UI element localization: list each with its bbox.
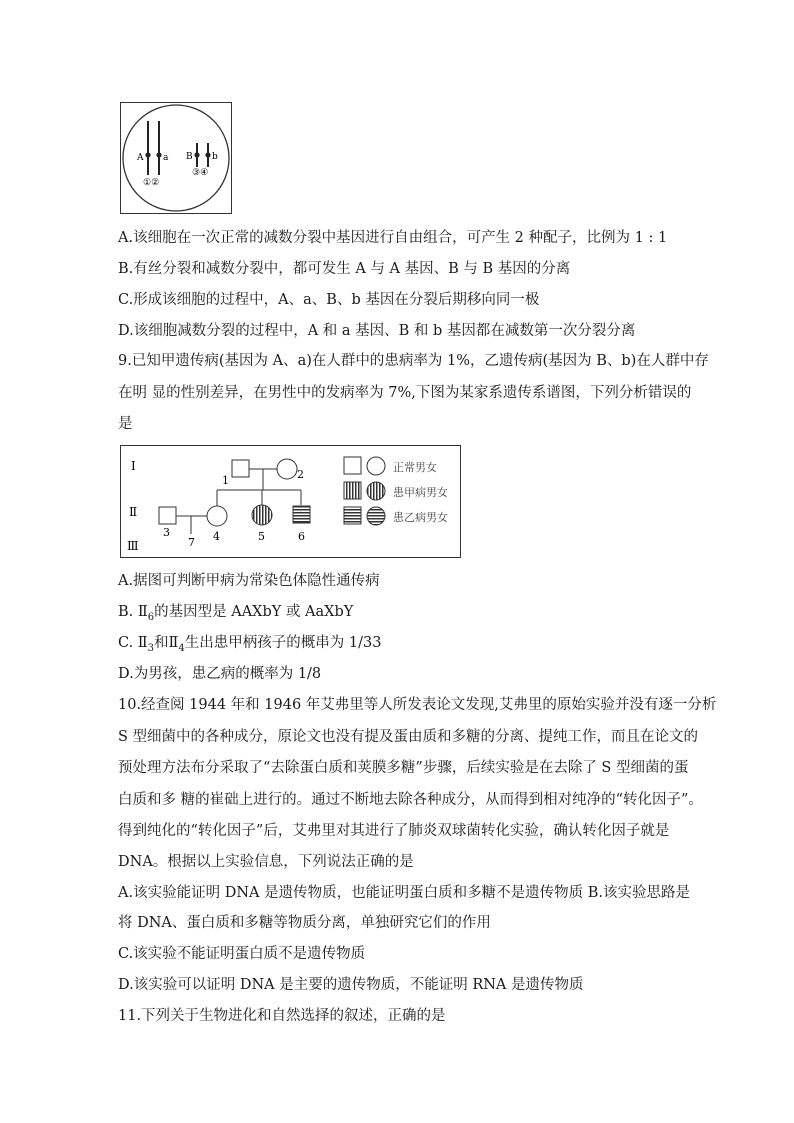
legend-normal-female [367, 457, 385, 475]
q9-option-a: A.据图可判断甲病为常染色体隐性通传病 [118, 573, 380, 589]
label-a: a [163, 153, 169, 163]
q9-stem-line-1: 9.已知甲遗传病(基因为 A、a)在人群中的患病率为 1%，乙遗传病(基因为 B、b)在人群中存 [118, 353, 709, 369]
q9-option-d: D.为男孩，患乙病的概率为 1/8 [118, 666, 322, 682]
q8-option-c: C.形成该细胞的过程中，A、a、B、b 基因在分裂后期移向同一极 [118, 292, 540, 308]
individual-1-normal-male [232, 460, 249, 477]
cell-diagram [120, 102, 232, 214]
label-b: b [212, 152, 218, 162]
label-B: B [186, 152, 193, 162]
legend-a-male [344, 482, 361, 499]
legend-a-label: 患甲病男女 [393, 486, 448, 499]
generation-II: Ⅱ [129, 505, 138, 519]
q11-stem: 11.下列关于生物进化和自然选择的叙述，正确的是 [118, 1008, 446, 1024]
individual-4-normal-female [207, 506, 227, 526]
q10-stem-line-3: 预处理方法布分采取了“去除蛋白质和荚膜多糖”步骤，后续实验是在去除了 S 型细菌的蛋 [118, 760, 689, 776]
legend-b-male [344, 507, 361, 524]
generation-I: Ⅰ [131, 459, 136, 473]
id-3: 3 [163, 526, 170, 539]
id-5: 5 [258, 530, 265, 543]
q9-option-b: B. $Ⅱ_6$的基因型是 AAXbY 或 AaXbY [118, 604, 354, 623]
id-1: 1 [222, 474, 229, 487]
pedigree-svg [121, 446, 460, 557]
legend-b-female [367, 507, 385, 525]
pedigree-chart [120, 445, 461, 558]
centromere-2 [156, 152, 161, 157]
numbers-1-2: ①② [143, 178, 160, 188]
centromere-1 [145, 152, 150, 157]
q9-stem-line-3: 是 [118, 416, 133, 432]
q10-stem-line-6: DNA。根据以上实验信息，下列说法正确的是 [118, 854, 414, 870]
legend-normal-male [344, 457, 361, 474]
q8-option-b: B.有丝分裂和减数分裂中，都可发生 A 与 A 基因、B 与 B 基因的分离 [118, 261, 571, 277]
q10-stem-line-4: 白质和多 糖的崔础上进行的。通过不断地去除各种成分，从而得到相对纯净的“转化因子”。 [118, 792, 703, 808]
id-2: 2 [297, 468, 304, 481]
individual-3-normal-male [159, 507, 176, 524]
numbers-3-4: ③④ [192, 168, 209, 178]
id-7: 7 [188, 536, 195, 549]
q10-stem-line-2: S 型细菌中的各种成分，原论文也没有提及蛋由质和多糖的分离、提纯工作，而且在论文的 [118, 729, 699, 745]
centromere-3 [194, 152, 199, 157]
q10-option-a: A.该实验能证明 DNA 是遗传物质，也能证明蛋白质和多糖不是遗传物质 B.该实验思路是 [118, 885, 690, 901]
q10-stem-line-1: 10.经查阅 1944 年和 1946 年艾弗里等人所发表论文发现,艾弗里的原始实验并没有逐一分析 [118, 697, 717, 713]
q10-stem-line-5: 得到纯化的“转化因子”后，艾弗里对其进行了肺炎双球菌转化实验，确认转化因子就是 [118, 823, 670, 839]
individual-6-affected-b-male [293, 506, 310, 523]
cell-diagram-svg [121, 103, 231, 213]
q10-option-b: 将 DNA、蛋白质和多糖等物质分离，单独研究它们的作用 [118, 915, 491, 931]
q10-option-d: D.该实验可以证明 DNA 是主要的遗传物质，不能证明 RNA 是遗传物质 [118, 977, 584, 993]
q10-option-c: C.该实验不能证明蛋白质不是遗传物质 [118, 946, 366, 962]
legend-a-female [367, 482, 385, 500]
q8-option-d: D.该细胞减数分裂的过程中，A 和 a 基因、B 和 b 基因都在减数第一次分裂分离 [118, 323, 636, 339]
individual-5-affected-a-female [252, 505, 272, 525]
id-6: 6 [298, 530, 305, 543]
legend-b-label: 患乙病男女 [393, 511, 448, 524]
q8-option-a: A.该细胞在一次正常的减数分裂中基因进行自由组合，可产生 2 种配子，比例为 1 : 1 [118, 230, 668, 246]
label-A: A [137, 153, 144, 163]
q9-stem-line-2: 在明 显的性别差异，在男性中的发病率为 7%,下图为某家系遗传系谱图，下列分析错误的 [118, 385, 692, 401]
id-4: 4 [213, 530, 220, 543]
centromere-4 [205, 152, 210, 157]
q9-option-c: C. $Ⅱ_3$和$Ⅱ_4$生出患甲柄孩子的概串为 1/33 [118, 635, 382, 654]
individual-2-normal-female [277, 459, 297, 479]
generation-III: Ⅲ [127, 539, 139, 553]
legend-normal-label: 正常男女 [393, 461, 437, 474]
